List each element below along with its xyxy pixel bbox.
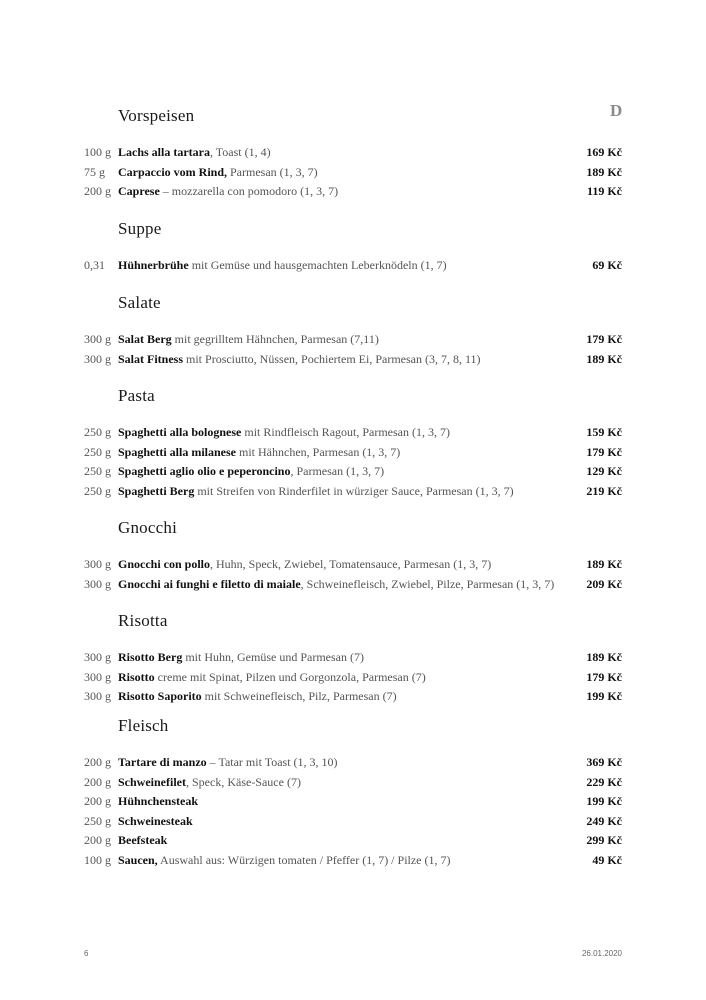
item-details: mit Streifen von Rinderfilet in würziger Sauce, Parmesan (1, 3, 7) <box>194 483 514 498</box>
item-details: mit Hähnchen, Parmesan (1, 3, 7) <box>236 444 401 459</box>
page-number: 6 <box>84 949 89 958</box>
language-marker: D <box>610 101 623 120</box>
item-quantity: 200 g <box>84 755 111 769</box>
item-name: Salat Berg <box>118 332 172 346</box>
section-title: Fleisch <box>118 716 169 735</box>
item-price: 209 Kč <box>586 576 622 591</box>
item-name: Gnocchi ai funghi e filetto di maiale <box>118 576 301 591</box>
footer-date: 26.01.2020 <box>581 949 622 958</box>
item-name: Spaghetti alla bolognese <box>118 425 242 439</box>
item-name: Risotto Berg <box>118 650 183 664</box>
item-description <box>118 575 554 595</box>
item-quantity: 200 g <box>84 794 111 808</box>
item-description <box>118 648 364 668</box>
item-description <box>118 330 379 350</box>
item-price: 189 Kč <box>586 557 622 571</box>
menu-section <box>84 515 622 594</box>
menu-item <box>84 163 622 183</box>
menu-section <box>84 290 622 369</box>
item-price: 179 Kč <box>586 669 622 684</box>
item-description <box>118 443 400 463</box>
item-quantity: 300 g <box>84 332 111 346</box>
item-details: , Parmesan (1, 3, 7) <box>290 464 385 478</box>
menu-item <box>84 851 622 871</box>
item-name: Risotto Saporito <box>118 689 202 703</box>
item-quantity: 250 g <box>84 464 111 478</box>
item-price: 249 Kč <box>586 813 622 828</box>
item-details: Parmesan (1, 3, 7) <box>227 164 318 179</box>
section-title: Suppe <box>118 219 162 238</box>
item-price: 119 Kč <box>587 184 622 198</box>
item-name: Hühnerbrühe <box>118 258 189 272</box>
menu-item <box>84 555 622 575</box>
menu-section <box>84 713 622 870</box>
menu-item <box>84 812 622 832</box>
item-description <box>118 773 301 793</box>
menu-section <box>84 103 622 202</box>
item-details: mit Gemüse und hausgemachten Leberknödeln (1, 7) <box>188 258 447 272</box>
item-price: 189 Kč <box>586 351 622 366</box>
item-details: , Schweinefleisch, Zwiebel, Pilze, Parmesan (1, 3, 7) <box>300 576 555 591</box>
item-name: Caprese <box>118 184 160 198</box>
item-name: Schweinesteak <box>118 813 193 828</box>
item-price: 369 Kč <box>586 755 622 769</box>
item-quantity: 300 g <box>84 669 111 684</box>
item-price: 189 Kč <box>586 164 622 179</box>
item-name: Carpaccio vom Rind, <box>118 164 227 179</box>
item-description <box>118 423 450 443</box>
item-description <box>118 256 447 276</box>
item-price: 179 Kč <box>586 332 622 346</box>
item-price: 179 Kč <box>586 444 622 459</box>
item-description <box>118 143 271 163</box>
item-name: Beefsteak <box>118 833 168 847</box>
menu-item <box>84 753 622 773</box>
item-description <box>118 753 338 773</box>
menu-item <box>84 792 622 812</box>
item-quantity: 200 g <box>84 774 111 789</box>
item-description <box>118 350 481 370</box>
item-quantity: 100 g <box>84 145 111 159</box>
menu-item <box>84 575 622 595</box>
menu-section <box>84 608 622 707</box>
menu-item-list <box>84 143 622 202</box>
item-price: 49 Kč <box>592 852 622 867</box>
item-price: 229 Kč <box>586 774 622 789</box>
menu-item <box>84 648 622 668</box>
menu-item-list <box>84 648 622 707</box>
item-details: creme mit Spinat, Pilzen und Gorgonzola, Parmesan (7) <box>154 669 426 684</box>
menu-item <box>84 443 622 463</box>
item-name: Lachs alla tartara <box>118 145 210 159</box>
item-description <box>118 851 451 871</box>
menu-item <box>84 423 622 443</box>
item-price: 299 Kč <box>586 833 622 847</box>
item-quantity: 200 g <box>84 833 111 847</box>
item-quantity: 300 g <box>84 650 111 664</box>
item-description <box>118 482 514 502</box>
item-details: mit Huhn, Gemüse und Parmesan (7) <box>182 650 364 664</box>
item-name: Saucen, <box>118 852 158 867</box>
menu-item <box>84 668 622 688</box>
item-description <box>118 668 426 688</box>
item-price: 199 Kč <box>586 689 622 703</box>
item-price: 129 Kč <box>586 464 622 478</box>
item-quantity: 0,31 <box>84 258 105 272</box>
item-details: mit Prosciutto, Nüssen, Pochiertem Ei, Parmesan (3, 7, 8, 11) <box>183 351 481 366</box>
menu-item <box>84 773 622 793</box>
item-details: – Tatar mit Toast (1, 3, 10) <box>206 755 338 769</box>
section-title: Vorspeisen <box>118 106 195 125</box>
section-title: Salate <box>118 293 161 312</box>
item-name: Risotto <box>118 669 155 684</box>
item-price: 189 Kč <box>586 650 622 664</box>
item-details: mit Rindfleisch Ragout, Parmesan (1, 3, 7) <box>241 425 450 439</box>
menu-item <box>84 482 622 502</box>
section-title: Pasta <box>118 386 155 405</box>
item-price: 199 Kč <box>586 794 622 808</box>
item-name: Spaghetti aglio olio e peperoncino <box>118 464 291 478</box>
item-details: , Huhn, Speck, Zwiebel, Tomatensauce, Parmesan (1, 3, 7) <box>210 557 492 571</box>
item-price: 159 Kč <box>586 425 622 439</box>
item-description <box>118 163 318 183</box>
item-quantity: 300 g <box>84 351 111 366</box>
menu-item <box>84 687 622 707</box>
item-description <box>118 687 397 707</box>
item-price: 219 Kč <box>586 483 622 498</box>
item-description <box>118 831 167 851</box>
menu-item-list <box>84 555 622 594</box>
item-quantity: 250 g <box>84 813 111 828</box>
item-quantity: 300 g <box>84 557 111 571</box>
menu-item-list <box>84 753 622 870</box>
menu-item <box>84 330 622 350</box>
item-quantity: 250 g <box>84 483 111 498</box>
menu-item <box>84 350 622 370</box>
menu-item-list <box>84 423 622 501</box>
menu-item <box>84 256 622 276</box>
item-description <box>118 462 384 482</box>
item-price: 69 Kč <box>592 258 622 272</box>
item-quantity: 75 g <box>84 164 105 179</box>
menu-item <box>84 462 622 482</box>
item-details: – mozzarella con pomodoro (1, 3, 7) <box>159 184 339 198</box>
item-description <box>118 182 338 202</box>
item-quantity: 250 g <box>84 444 111 459</box>
menu-item <box>84 182 622 202</box>
item-name: Spaghetti Berg <box>118 483 195 498</box>
item-quantity: 300 g <box>84 576 111 591</box>
menu-item-list <box>84 330 622 369</box>
menu-section <box>84 383 622 501</box>
item-name: Tartare di manzo <box>118 755 207 769</box>
section-title: Risotta <box>118 611 168 630</box>
section-title: Gnocchi <box>118 518 177 537</box>
menu-item <box>84 143 622 163</box>
item-quantity: 250 g <box>84 425 111 439</box>
item-details: , Speck, Käse-Sauce (7) <box>186 774 301 789</box>
item-description <box>118 555 491 575</box>
item-name: Gnocchi con pollo <box>118 557 211 571</box>
item-name: Spaghetti alla milanese <box>118 444 237 459</box>
item-name: Salat Fitness <box>118 351 184 366</box>
item-description <box>118 812 193 832</box>
menu-item <box>84 831 622 851</box>
item-details: mit gegrilltem Hähnchen, Parmesan (7,11) <box>171 332 379 346</box>
item-description <box>118 792 198 812</box>
item-price: 169 Kč <box>586 145 622 159</box>
item-quantity: 300 g <box>84 689 111 703</box>
item-quantity: 200 g <box>84 184 111 198</box>
item-details: mit Schweinefleisch, Pilz, Parmesan (7) <box>201 689 397 703</box>
item-name: Schweinefilet <box>118 774 186 789</box>
item-details: , Toast (1, 4) <box>210 145 271 159</box>
item-name: Hühnchensteak <box>118 794 199 808</box>
menu-item-list <box>84 256 622 276</box>
item-details: Auswahl aus: Würzigen tomaten / Pfeffer (1, 7) / Pilze (1, 7) <box>157 852 451 867</box>
menu-section <box>84 216 622 276</box>
item-quantity: 100 g <box>84 852 111 867</box>
